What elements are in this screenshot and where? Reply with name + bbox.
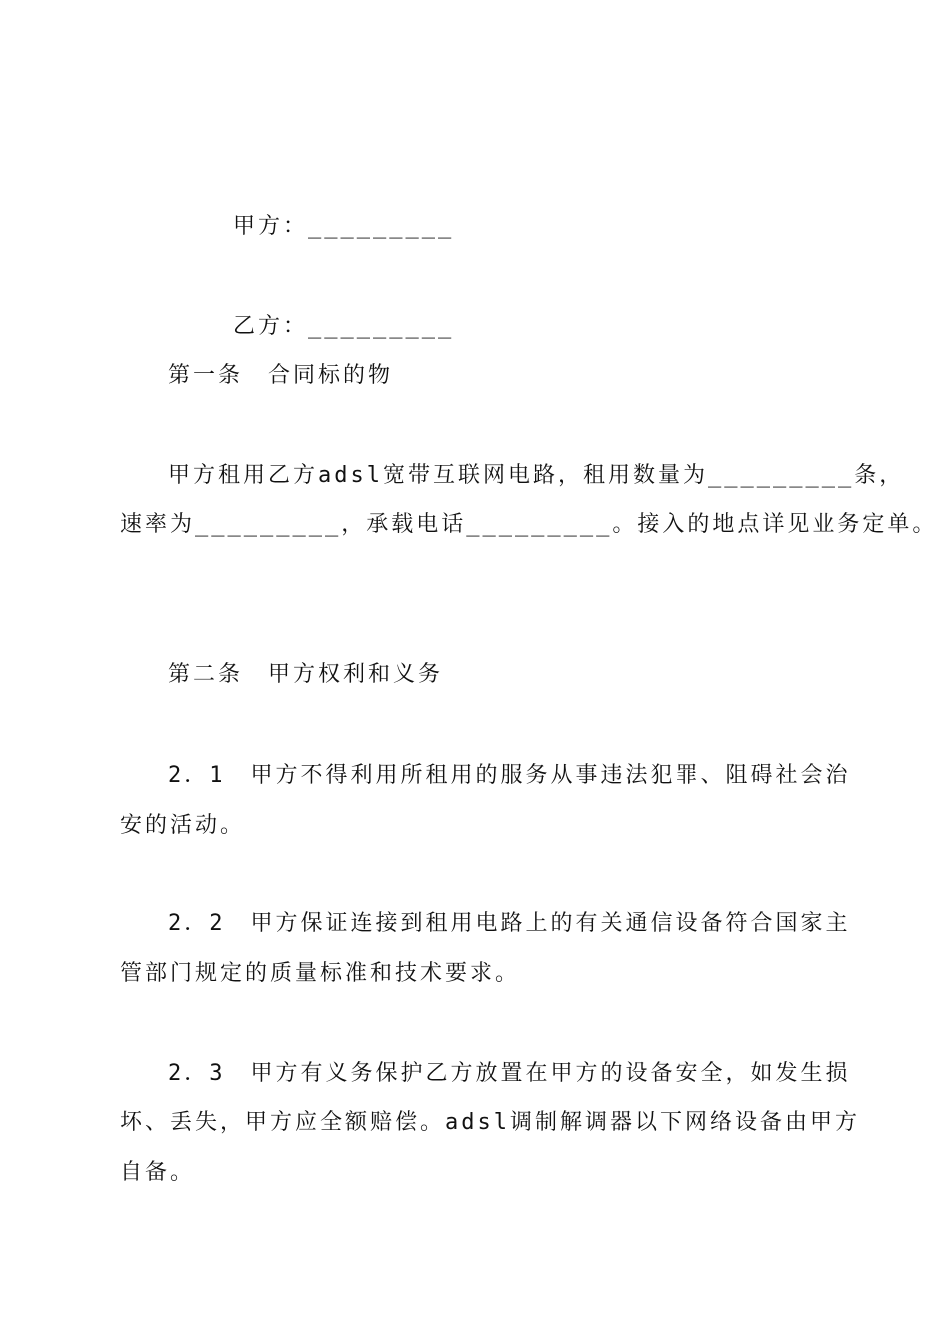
- article-1-heading: 第一条 合同标的物: [168, 363, 394, 388]
- party-b-blank: _________: [308, 314, 455, 339]
- party-a-blank: _________: [308, 214, 455, 239]
- party-a-label: 甲方：: [232, 214, 308, 239]
- clause-2-2-line-1: 2．2 甲方保证连接到租用电路上的有关通信设备符合国家主: [168, 911, 851, 936]
- article-1-line-1: 甲方租用乙方adsl宽带互联网电路，租用数量为_________条，: [168, 463, 905, 488]
- article-2-heading: 第二条 甲方权利和义务: [168, 662, 444, 687]
- party-b-label: 乙方：: [232, 314, 308, 339]
- clause-2-3-line-1: 2．3 甲方有义务保护乙方放置在甲方的设备安全，如发生损: [168, 1061, 851, 1086]
- clause-2-1-line-1: 2．1 甲方不得利用所租用的服务从事违法犯罪、阻碍社会治: [168, 763, 851, 788]
- clause-2-2-line-2: 管部门规定的质量标准和技术要求。: [120, 961, 521, 986]
- article-1-line-2: 速率为_________，承载电话_________。接入的地点详见业务定单。: [120, 512, 938, 537]
- clause-2-3-line-2: 坏、丢失，甲方应全额赔偿。adsl调制解调器以下网络设备由甲方: [120, 1110, 860, 1135]
- clause-2-1-line-2: 安的活动。: [120, 813, 246, 838]
- clause-2-3-line-3: 自备。: [120, 1160, 196, 1185]
